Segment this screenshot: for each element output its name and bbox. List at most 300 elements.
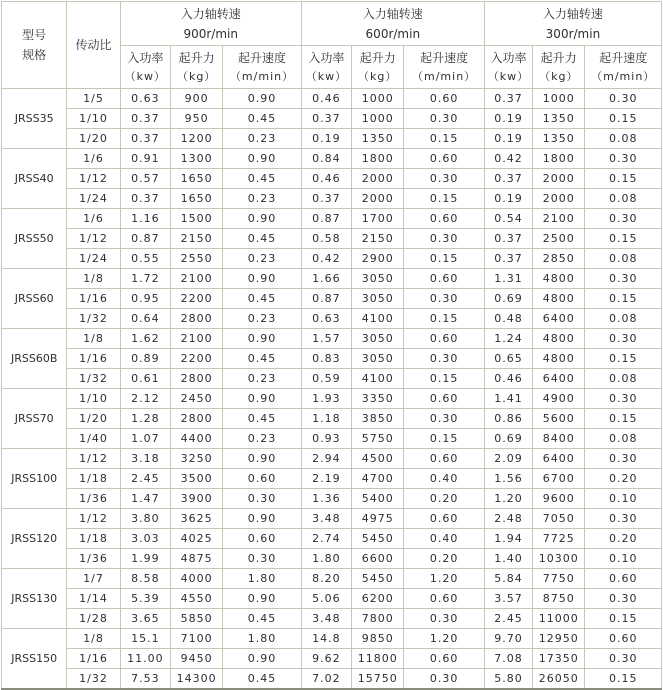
value-cell: 0.90 (223, 269, 301, 289)
value-cell: 11000 (533, 609, 585, 629)
header-group-300-speed: 300r/min (545, 26, 601, 41)
value-cell: 5400 (352, 489, 404, 509)
value-cell: 4025 (170, 529, 222, 549)
value-cell: 8.20 (301, 569, 351, 589)
value-cell: 0.20 (404, 489, 485, 509)
value-cell: 0.90 (223, 509, 301, 529)
ratio-cell: 1/28 (67, 609, 120, 629)
value-cell: 0.30 (585, 649, 662, 669)
value-cell: 3.80 (120, 509, 170, 529)
value-cell: 0.90 (223, 589, 301, 609)
value-cell: 3500 (170, 469, 222, 489)
value-cell: 1650 (170, 169, 222, 189)
value-cell: 1.93 (301, 389, 351, 409)
value-cell: 5600 (533, 409, 585, 429)
value-cell: 1000 (352, 89, 404, 109)
value-cell: 0.40 (404, 529, 485, 549)
value-cell: 0.45 (223, 349, 301, 369)
value-cell: 0.60 (404, 209, 485, 229)
value-cell: 1.18 (301, 409, 351, 429)
value-cell: 0.60 (404, 269, 485, 289)
value-cell: 0.08 (585, 129, 662, 149)
value-cell: 0.60 (585, 569, 662, 589)
value-cell: 1.41 (484, 389, 532, 409)
value-cell: 0.37 (484, 169, 532, 189)
table-row (2, 629, 662, 649)
value-cell: 3050 (352, 349, 404, 369)
table-row (2, 309, 662, 329)
value-cell: 1.36 (301, 489, 351, 509)
ratio-cell: 1/32 (67, 309, 120, 329)
value-cell: 0.37 (484, 229, 532, 249)
value-cell: 3350 (352, 389, 404, 409)
value-cell: 8400 (533, 429, 585, 449)
value-cell: 3.48 (301, 609, 351, 629)
value-cell: 0.46 (301, 169, 351, 189)
value-cell: 2100 (533, 209, 585, 229)
value-cell: 1.20 (404, 629, 485, 649)
value-cell: 2.94 (301, 449, 351, 469)
value-cell: 7.08 (484, 649, 532, 669)
value-cell: 0.30 (585, 329, 662, 349)
value-cell: 0.23 (223, 249, 301, 269)
value-cell: 2.12 (120, 389, 170, 409)
value-cell: 0.90 (223, 649, 301, 669)
value-cell: 1200 (170, 129, 222, 149)
value-cell: 14300 (170, 669, 222, 690)
value-cell: 0.58 (301, 229, 351, 249)
value-cell: 3900 (170, 489, 222, 509)
value-cell: 1.24 (484, 329, 532, 349)
value-cell: 0.15 (404, 189, 485, 209)
value-cell: 0.15 (585, 609, 662, 629)
value-cell: 900 (170, 89, 222, 109)
value-cell: 0.23 (223, 429, 301, 449)
value-cell: 7100 (170, 629, 222, 649)
value-cell: 0.30 (404, 609, 485, 629)
value-cell: 2850 (533, 249, 585, 269)
value-cell: 4000 (170, 569, 222, 589)
table-row (2, 189, 662, 209)
table-row (2, 589, 662, 609)
header-model-cell (2, 2, 67, 89)
header-group-row (2, 2, 662, 46)
table-row (2, 269, 662, 289)
value-cell: 1.40 (484, 549, 532, 569)
ratio-cell: 1/12 (67, 229, 120, 249)
ratio-cell: 1/8 (67, 329, 120, 349)
ratio-cell: 1/40 (67, 429, 120, 449)
value-cell: 0.15 (585, 169, 662, 189)
value-cell: 0.91 (120, 149, 170, 169)
value-cell: 2800 (170, 409, 222, 429)
value-cell: 0.37 (120, 189, 170, 209)
value-cell: 0.87 (120, 229, 170, 249)
ratio-cell: 1/10 (67, 389, 120, 409)
value-cell: 2550 (170, 249, 222, 269)
value-cell: 0.30 (585, 269, 662, 289)
value-cell: 0.60 (404, 509, 485, 529)
value-cell: 4100 (352, 309, 404, 329)
header-lift-force-600: 起升力 （kg） (352, 46, 404, 89)
value-cell: 1.31 (484, 269, 532, 289)
value-cell: 0.60 (404, 149, 485, 169)
value-cell: 0.20 (585, 529, 662, 549)
value-cell: 2.45 (120, 469, 170, 489)
value-cell: 0.61 (120, 369, 170, 389)
value-cell: 0.83 (301, 349, 351, 369)
value-cell: 2000 (352, 169, 404, 189)
table-row (2, 509, 662, 529)
value-cell: 11.00 (120, 649, 170, 669)
value-cell: 7725 (533, 529, 585, 549)
ratio-cell: 1/32 (67, 369, 120, 389)
ratio-cell: 1/20 (67, 129, 120, 149)
table-row (2, 369, 662, 389)
ratio-cell: 1/8 (67, 629, 120, 649)
value-cell: 1.80 (223, 629, 301, 649)
value-cell: 1.99 (120, 549, 170, 569)
model-cell: JRSS70 (2, 389, 67, 449)
header-lift-speed-900: 起升速度 （m/min） (223, 46, 301, 89)
ratio-cell: 1/7 (67, 569, 120, 589)
value-cell: 0.15 (404, 309, 485, 329)
value-cell: 14.8 (301, 629, 351, 649)
header-lift-speed-600: 起升速度 （m/min） (404, 46, 485, 89)
value-cell: 0.15 (404, 249, 485, 269)
value-cell: 2.45 (484, 609, 532, 629)
value-cell: 0.37 (301, 189, 351, 209)
ratio-cell: 1/14 (67, 589, 120, 609)
value-cell: 9.70 (484, 629, 532, 649)
value-cell: 0.37 (484, 89, 532, 109)
value-cell: 1.16 (120, 209, 170, 229)
value-cell: 1300 (170, 149, 222, 169)
value-cell: 0.40 (404, 469, 485, 489)
table-row (2, 469, 662, 489)
value-cell: 1.56 (484, 469, 532, 489)
value-cell: 0.55 (120, 249, 170, 269)
value-cell: 15750 (352, 669, 404, 690)
header-input-power-300: 入功率 （kw） (484, 46, 532, 89)
ratio-cell: 1/32 (67, 669, 120, 690)
value-cell: 0.30 (404, 229, 485, 249)
value-cell: 0.54 (484, 209, 532, 229)
value-cell: 0.08 (585, 309, 662, 329)
value-cell: 1650 (170, 189, 222, 209)
value-cell: 0.69 (484, 289, 532, 309)
ratio-cell: 1/24 (67, 249, 120, 269)
ratio-cell: 1/12 (67, 169, 120, 189)
value-cell: 0.30 (404, 109, 485, 129)
spec-table-body (2, 89, 662, 690)
value-cell: 0.15 (404, 129, 485, 149)
header-group-300-title: 入力轴转速 (542, 6, 603, 21)
value-cell: 1000 (352, 109, 404, 129)
table-row (2, 229, 662, 249)
model-cell: JRSS60B (2, 329, 67, 389)
value-cell: 4550 (170, 589, 222, 609)
table-row (2, 549, 662, 569)
value-cell: 1.80 (301, 549, 351, 569)
value-cell: 2450 (170, 389, 222, 409)
table-row (2, 409, 662, 429)
value-cell: 3050 (352, 289, 404, 309)
value-cell: 1350 (533, 129, 585, 149)
table-row (2, 569, 662, 589)
value-cell: 4800 (533, 269, 585, 289)
value-cell: 0.89 (120, 349, 170, 369)
value-cell: 0.42 (301, 249, 351, 269)
value-cell: 0.60 (404, 449, 485, 469)
value-cell: 2.74 (301, 529, 351, 549)
model-cell: JRSS60 (2, 269, 67, 329)
value-cell: 0.37 (484, 249, 532, 269)
value-cell: 0.08 (585, 249, 662, 269)
header-group-300 (484, 2, 661, 46)
value-cell: 9850 (352, 629, 404, 649)
value-cell: 0.93 (301, 429, 351, 449)
value-cell: 0.19 (301, 129, 351, 149)
value-cell: 0.95 (120, 289, 170, 309)
value-cell: 0.90 (223, 209, 301, 229)
value-cell: 0.19 (484, 189, 532, 209)
value-cell: 0.30 (223, 549, 301, 569)
value-cell: 0.45 (223, 609, 301, 629)
value-cell: 3850 (352, 409, 404, 429)
value-cell: 7750 (533, 569, 585, 589)
value-cell: 0.30 (585, 449, 662, 469)
value-cell: 1.57 (301, 329, 351, 349)
header-model-line2: 规格 (22, 48, 47, 62)
value-cell: 0.60 (404, 89, 485, 109)
value-cell: 0.15 (585, 669, 662, 690)
table-row (2, 529, 662, 549)
value-cell: 0.15 (585, 289, 662, 309)
value-cell: 0.15 (585, 349, 662, 369)
value-cell: 2000 (533, 169, 585, 189)
value-cell: 7050 (533, 509, 585, 529)
table-row (2, 429, 662, 449)
ratio-cell: 1/12 (67, 509, 120, 529)
table-row (2, 649, 662, 669)
value-cell: 2000 (533, 189, 585, 209)
value-cell: 3.48 (301, 509, 351, 529)
value-cell: 1.28 (120, 409, 170, 429)
value-cell: 2100 (170, 269, 222, 289)
value-cell: 5.80 (484, 669, 532, 690)
header-lift-force-300: 起升力 （kg） (533, 46, 585, 89)
value-cell: 0.69 (484, 429, 532, 449)
value-cell: 0.65 (484, 349, 532, 369)
ratio-cell: 1/16 (67, 649, 120, 669)
value-cell: 0.87 (301, 289, 351, 309)
ratio-cell: 1/8 (67, 269, 120, 289)
value-cell: 5.06 (301, 589, 351, 609)
value-cell: 0.90 (223, 329, 301, 349)
header-model-line1: 型号 (22, 28, 47, 42)
table-row (2, 169, 662, 189)
model-cell: JRSS150 (2, 629, 67, 690)
value-cell: 0.30 (585, 509, 662, 529)
value-cell: 1800 (533, 149, 585, 169)
value-cell: 0.84 (301, 149, 351, 169)
header-input-power-900: 入功率 （kw） (120, 46, 170, 89)
ratio-cell: 1/12 (67, 449, 120, 469)
value-cell: 0.46 (301, 89, 351, 109)
value-cell: 26050 (533, 669, 585, 690)
value-cell: 6700 (533, 469, 585, 489)
table-row (2, 489, 662, 509)
value-cell: 4500 (352, 449, 404, 469)
value-cell: 5450 (352, 529, 404, 549)
model-cell: JRSS120 (2, 509, 67, 569)
value-cell: 2800 (170, 309, 222, 329)
table-row (2, 609, 662, 629)
value-cell: 1.72 (120, 269, 170, 289)
value-cell: 1000 (533, 89, 585, 109)
table-row (2, 329, 662, 349)
value-cell: 0.30 (404, 349, 485, 369)
table-row (2, 289, 662, 309)
value-cell: 1.94 (484, 529, 532, 549)
value-cell: 2800 (170, 369, 222, 389)
value-cell: 4800 (533, 289, 585, 309)
value-cell: 3.18 (120, 449, 170, 469)
value-cell: 11800 (352, 649, 404, 669)
header-group-900-title: 入力轴转速 (180, 6, 241, 21)
value-cell: 0.45 (223, 169, 301, 189)
value-cell: 4800 (533, 349, 585, 369)
value-cell: 2.48 (484, 509, 532, 529)
table-row (2, 209, 662, 229)
value-cell: 3.57 (484, 589, 532, 609)
model-cell: JRSS40 (2, 149, 67, 209)
value-cell: 3.03 (120, 529, 170, 549)
ratio-cell: 1/6 (67, 149, 120, 169)
value-cell: 0.60 (585, 629, 662, 649)
model-cell: JRSS100 (2, 449, 67, 509)
value-cell: 0.08 (585, 369, 662, 389)
value-cell: 6400 (533, 449, 585, 469)
value-cell: 0.37 (120, 129, 170, 149)
value-cell: 1.20 (484, 489, 532, 509)
value-cell: 3050 (352, 269, 404, 289)
value-cell: 0.30 (585, 149, 662, 169)
value-cell: 0.20 (404, 549, 485, 569)
value-cell: 0.60 (404, 329, 485, 349)
header-lift-force-900: 起升力 （kg） (170, 46, 222, 89)
value-cell: 0.60 (404, 589, 485, 609)
value-cell: 0.30 (223, 489, 301, 509)
value-cell: 950 (170, 109, 222, 129)
value-cell: 1.66 (301, 269, 351, 289)
value-cell: 8.58 (120, 569, 170, 589)
ratio-cell: 1/20 (67, 409, 120, 429)
value-cell: 2200 (170, 289, 222, 309)
value-cell: 9.62 (301, 649, 351, 669)
value-cell: 0.19 (484, 109, 532, 129)
value-cell: 1.80 (223, 569, 301, 589)
value-cell: 2100 (170, 329, 222, 349)
ratio-cell: 1/36 (67, 489, 120, 509)
value-cell: 0.64 (120, 309, 170, 329)
header-lift-speed-300: 起升速度 （m/min） (585, 46, 662, 89)
ratio-cell: 1/24 (67, 189, 120, 209)
value-cell: 0.08 (585, 429, 662, 449)
ratio-cell: 1/18 (67, 529, 120, 549)
ratio-cell: 1/16 (67, 289, 120, 309)
value-cell: 0.30 (404, 289, 485, 309)
value-cell: 10300 (533, 549, 585, 569)
value-cell: 0.10 (585, 489, 662, 509)
table-row (2, 149, 662, 169)
value-cell: 5450 (352, 569, 404, 589)
value-cell: 0.87 (301, 209, 351, 229)
value-cell: 1700 (352, 209, 404, 229)
value-cell: 8750 (533, 589, 585, 609)
value-cell: 0.45 (223, 669, 301, 690)
ratio-cell: 1/6 (67, 209, 120, 229)
value-cell: 1500 (170, 209, 222, 229)
value-cell: 1800 (352, 149, 404, 169)
ratio-cell: 1/5 (67, 89, 120, 109)
value-cell: 0.60 (404, 389, 485, 409)
value-cell: 0.90 (223, 449, 301, 469)
ratio-cell: 1/10 (67, 109, 120, 129)
table-row (2, 89, 662, 109)
value-cell: 12950 (533, 629, 585, 649)
table-row (2, 349, 662, 369)
value-cell: 1.62 (120, 329, 170, 349)
value-cell: 0.60 (223, 529, 301, 549)
table-row (2, 109, 662, 129)
table-header (2, 2, 662, 89)
ratio-cell: 1/36 (67, 549, 120, 569)
value-cell: 2150 (170, 229, 222, 249)
value-cell: 5.39 (120, 589, 170, 609)
value-cell: 3.65 (120, 609, 170, 629)
value-cell: 0.15 (404, 369, 485, 389)
model-cell: JRSS35 (2, 89, 67, 149)
value-cell: 0.19 (484, 129, 532, 149)
value-cell: 0.15 (585, 109, 662, 129)
value-cell: 0.23 (223, 189, 301, 209)
value-cell: 4800 (533, 329, 585, 349)
value-cell: 2200 (170, 349, 222, 369)
value-cell: 0.15 (585, 229, 662, 249)
value-cell: 4100 (352, 369, 404, 389)
value-cell: 1.47 (120, 489, 170, 509)
header-ratio-label: 传动比 (75, 38, 112, 52)
ratio-cell: 1/18 (67, 469, 120, 489)
value-cell: 2500 (533, 229, 585, 249)
model-cell: JRSS130 (2, 569, 67, 629)
value-cell: 15.1 (120, 629, 170, 649)
value-cell: 0.63 (301, 309, 351, 329)
value-cell: 7.02 (301, 669, 351, 690)
value-cell: 0.63 (120, 89, 170, 109)
value-cell: 0.45 (223, 289, 301, 309)
value-cell: 0.30 (585, 209, 662, 229)
value-cell: 0.42 (484, 149, 532, 169)
value-cell: 0.10 (585, 549, 662, 569)
value-cell: 0.45 (223, 409, 301, 429)
value-cell: 5750 (352, 429, 404, 449)
value-cell: 2000 (352, 189, 404, 209)
value-cell: 0.60 (404, 649, 485, 669)
value-cell: 0.30 (585, 389, 662, 409)
